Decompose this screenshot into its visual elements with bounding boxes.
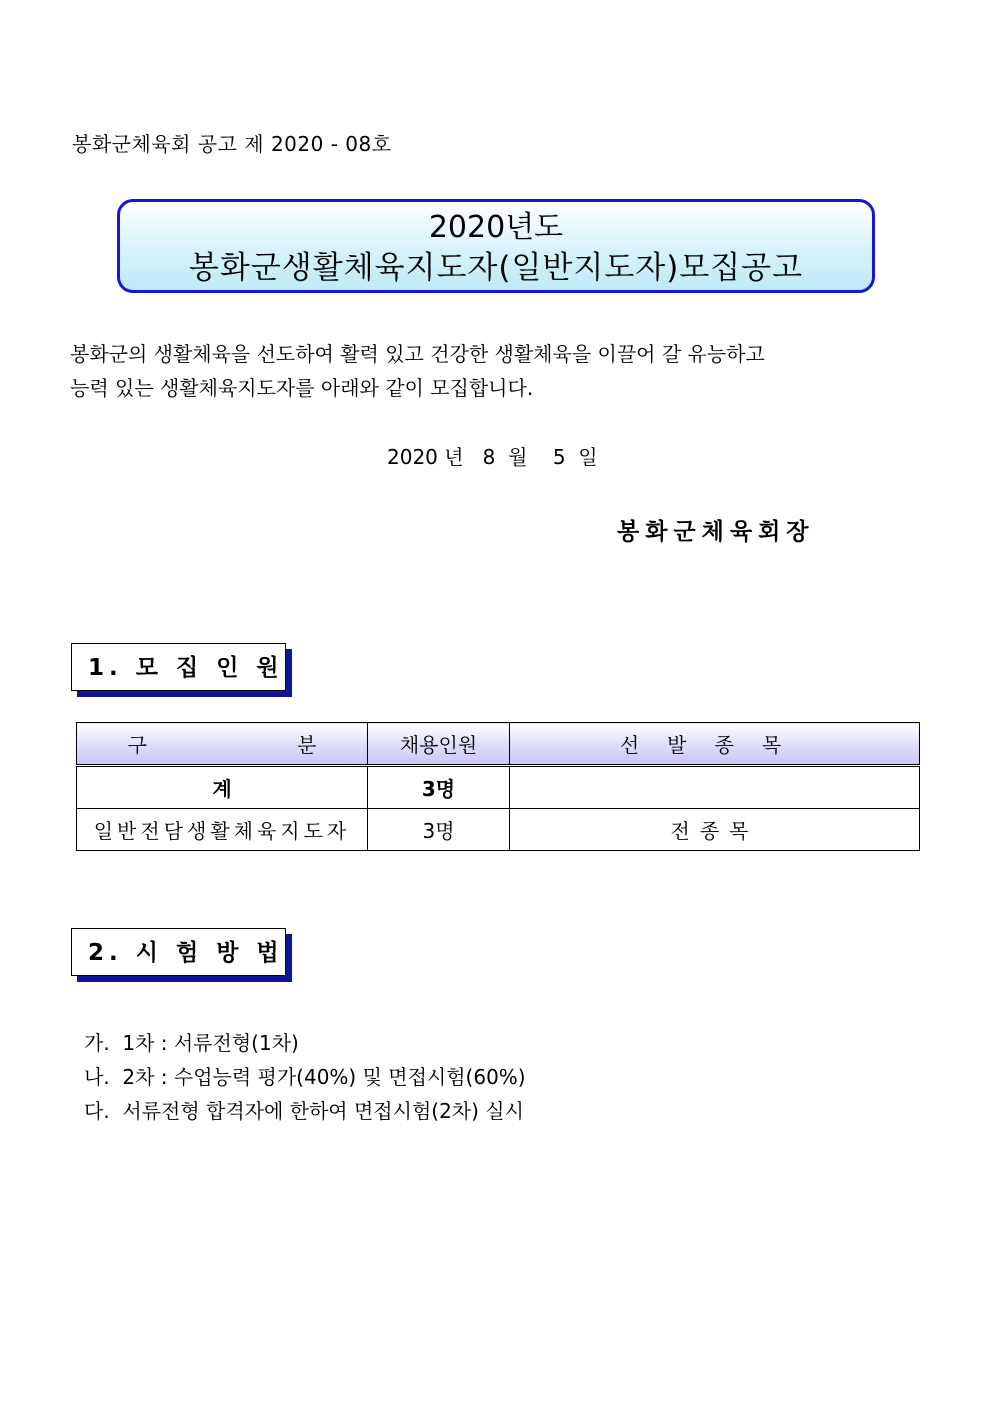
title-banner — [117, 199, 875, 293]
header-selection: 선발종목 — [510, 723, 920, 766]
signer-name: 봉화군체육회장 — [617, 519, 815, 545]
notice-number: 봉화군체육회 공고 제 2020 - 08호 — [72, 132, 392, 156]
table-header-row — [77, 723, 920, 766]
row-general-selection: 전종목 — [510, 809, 920, 851]
list-item: 가. 1차 : 서류전형(1차) — [84, 1031, 299, 1055]
row-general-headcount: 3명 — [368, 809, 510, 851]
recruitment-table — [76, 722, 920, 851]
page-title: 봉화군생활체육지도자(일반지도자)모집공고 — [188, 250, 804, 286]
header-category — [77, 723, 368, 766]
row-total-selection — [510, 766, 920, 809]
exam-method-list — [84, 1026, 526, 1128]
section-heading-exam-method: 2. 시 험 방 법 — [71, 928, 286, 976]
intro-paragraph — [70, 337, 930, 405]
header-category-a: 구 — [127, 733, 147, 757]
notice-date: 2020 년 8 월 5 일 — [387, 445, 598, 469]
intro-line-2: 능력 있는 생활체육지도자를 아래와 같이 모집합니다. — [70, 376, 534, 400]
intro-line-1: 봉화군의 생활체육을 선도하여 활력 있고 건강한 생활체육을 이끌어 갈 유능하고 — [70, 342, 765, 366]
header-category-b: 분 — [297, 733, 317, 757]
table-row — [77, 766, 920, 809]
row-total-category: 계 — [77, 766, 368, 809]
section-heading-recruitment: 1. 모 집 인 원 — [71, 643, 286, 691]
list-item: 다. 서류전형 합격자에 한하여 면접시험(2차) 실시 — [84, 1099, 524, 1123]
table-row — [77, 809, 920, 851]
title-year: 2020년도 — [428, 210, 564, 245]
row-general-category: 일반전담생활체육지도자 — [77, 809, 368, 851]
row-total-headcount: 3명 — [368, 766, 510, 809]
header-headcount: 채용인원 — [368, 723, 510, 766]
list-item: 나. 2차 : 수업능력 평가(40%) 및 면접시험(60%) — [84, 1065, 526, 1089]
